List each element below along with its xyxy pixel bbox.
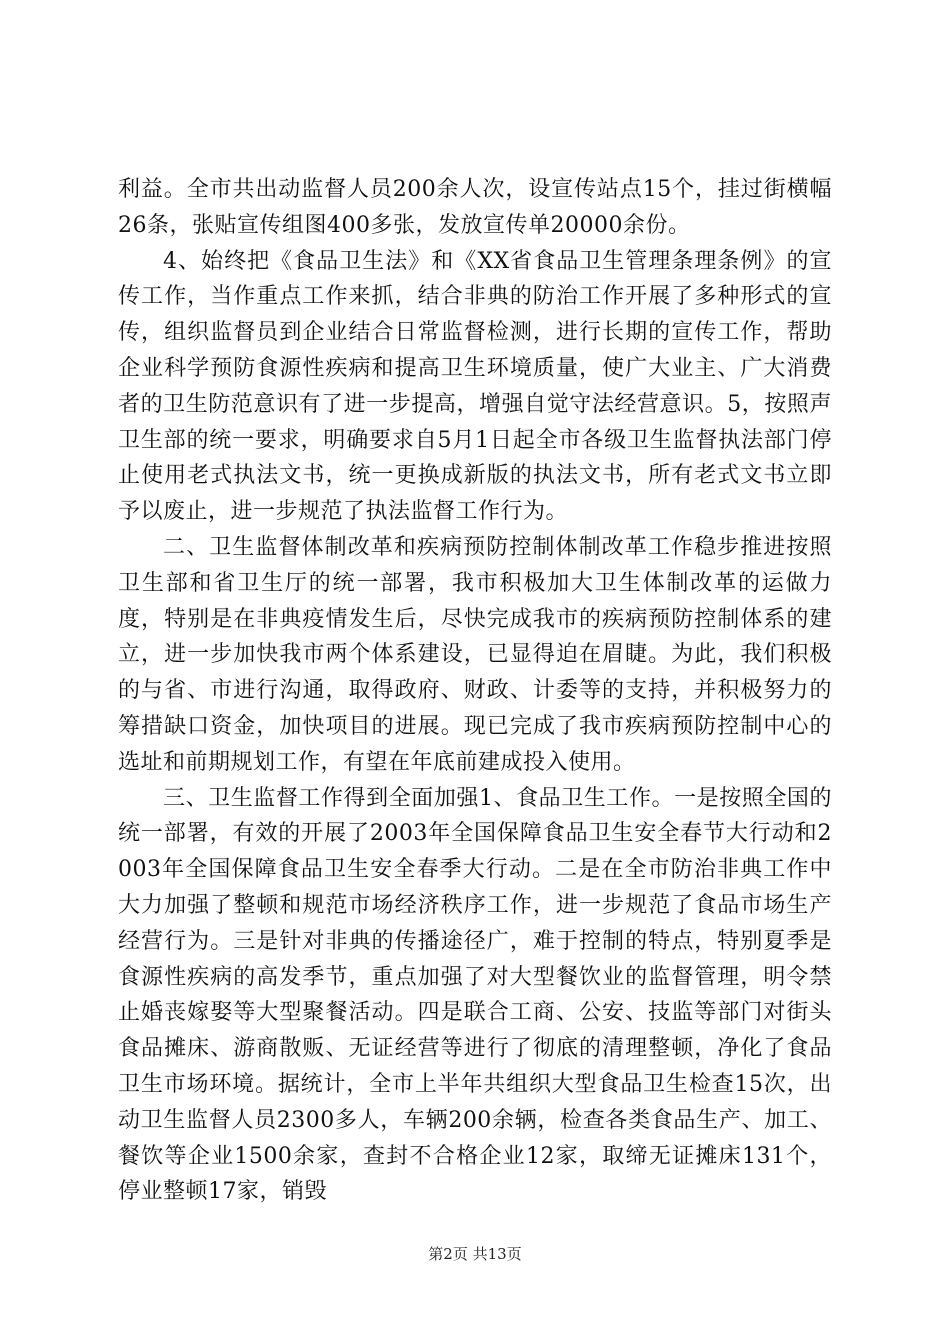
paragraph-continuation: 利益。全市共出动监督人员200余人次，设宣传站点15个，挂过街横幅26条，张贴宣传组图400多张，发放宣传单20000余份。 [118, 177, 832, 238]
paragraph-section-2: 二、卫生监督体制改革和疾病预防控制体制改革工作稳步推进按照卫生部和省卫生厅的统一部署，我市积极加大卫生体制改革的运做力度，特别是在非典疫情发生后，尽快完成我市的疾病预防控制体系的建立，进一步加快我市两个体系建设，已显得迫在眉睫。为此，我们积极的与省、市进行沟通，取得政府、财政、计委等的支持，并积极努力的筹措缺口资金，加快项目的进展。现已完成了我市疾病预防控制中心的选址和前期规划工作，有望在年底前建成投入使用。 [118, 534, 832, 775]
page-number-footer: 第2页 共13页 [428, 1245, 522, 1263]
paragraph-section-3: 三、卫生监督工作得到全面加强1、食品卫生工作。一是按照全国的统一部署，有效的开展了2003年全国保障食品卫生安全春节大行动和2003年全国保障食品卫生安全春季大行动。二是在全市防治非典工作中大力加强了整顿和规范市场经济秩序工作，进一步规范了食品市场生产经营行为。三是针对非典的传播途径广，难于控制的特点，特别夏季是食源性疾病的高发季节，重点加强了对大型餐饮业的监督管理，明令禁止婚丧嫁娶等大型聚餐活动。四是联合工商、公安、技监等部门对街头食品摊床、游商散贩、无证经营等进行了彻底的清理整顿，净化了食品卫生市场环境。据统计，全市上半年共组织大型食品卫生检查15次，出动卫生监督人员2300多人，车辆200余辆，检查各类食品生产、加工、餐饮等企业1500余家，查封不合格企业12家，取缔无证摊床131个，停业整顿17家，销毁 [118, 785, 832, 1205]
paragraph-item-4: 4、始终把《食品卫生法》和《XX省食品卫生管理条理条例》的宣传工作，当作重点工作来抓，结合非典的防治工作开展了多种形式的宣传，组织监督员到企业结合日常监督检测，进行长期的宣传工作，帮助企业科学预防食源性疾病和提高卫生环境质量，使广大业主、广大消费者的卫生防范意识有了进一步提高，增强自觉守法经营意识。5，按照声卫生部的统一要求，明确要求自5月1日起全市各级卫生监督执法部门停止使用老式执法文书，统一更换成新版的执法文书，所有老式文书立即予以废止，进一步规范了执法监督工作行为。 [118, 248, 832, 525]
document-body [118, 172, 832, 1210]
